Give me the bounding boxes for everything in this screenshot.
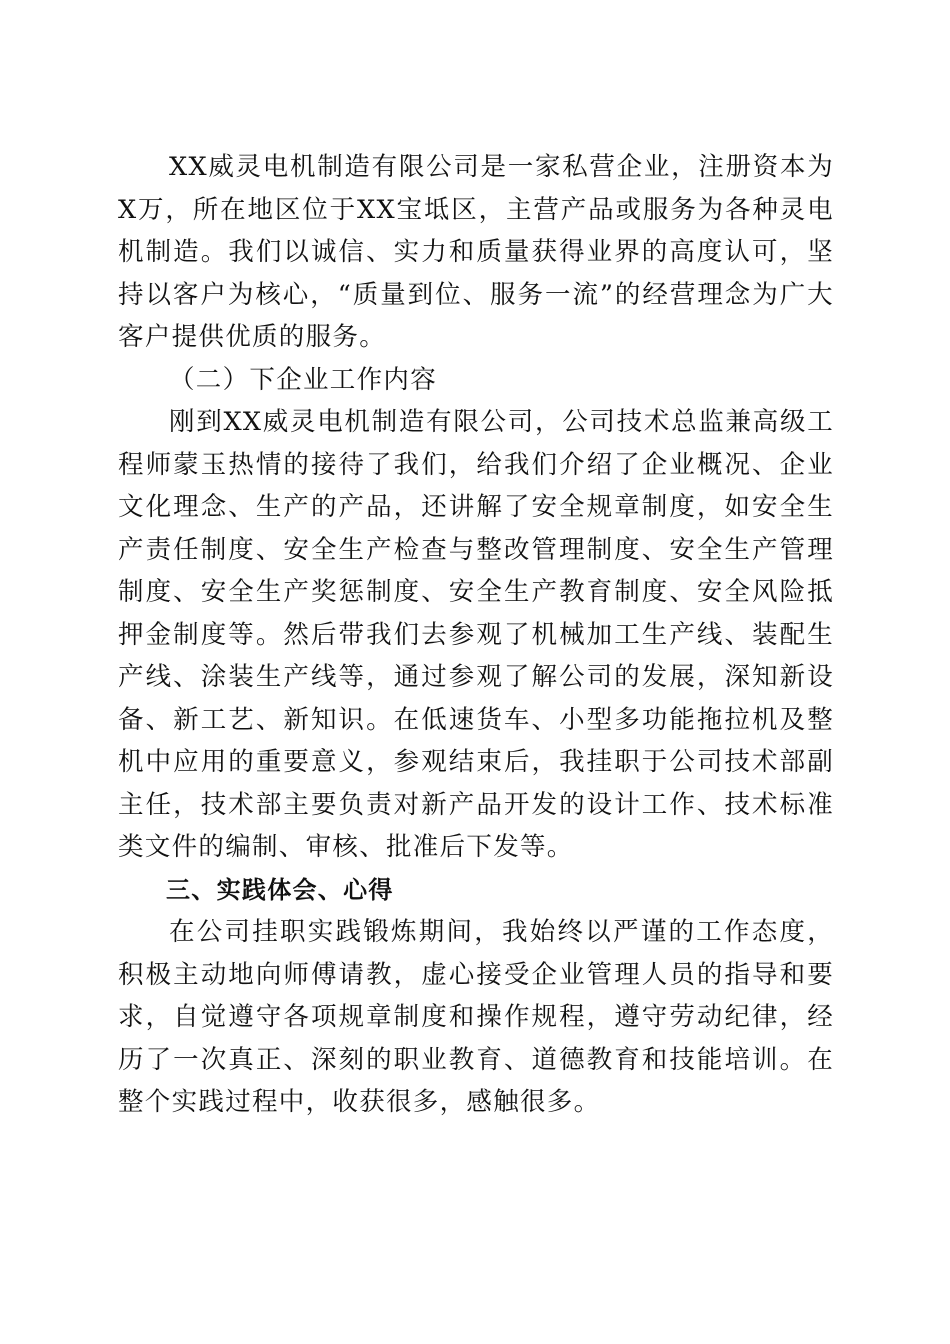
section-heading-practice-experience: 三、实践体会、心得	[166, 875, 394, 904]
section-subheading-work-content: （二）下企业工作内容	[169, 364, 438, 395]
practice-experience-paragraph: 在公司挂职实践锻炼期间，我始终以严谨的工作态度，积极主动地向师傅请教，虚心接受企业管理人员的指导和要求，自觉遵守各项规章制度和操作规程，遵守劳动纪律，经历了一次真正、深刻的职业教育、道德教育和技能培训。在整个实践过程中，收获很多，感触很多。	[118, 917, 834, 1117]
document-body	[118, 146, 834, 1124]
work-content-paragraph: 刚到XX威灵电机制造有限公司，公司技术总监兼高级工程师蒙玉热情的接待了我们，给我们介绍了企业概况、企业文化理念、生产的产品，还讲解了安全规章制度，如安全生产责任制度、安全生产检查与整改管理制度、安全生产管理制度、安全生产奖惩制度、安全生产教育制度、安全风险抵押金制度等。然后带我们去参观了机械加工生产线、装配生产线、涂装生产线等，通过参观了解公司的发展，深知新设备、新工艺、新知识。在低速货车、小型多功能拖拉机及整机中应用的重要意义，参观结束后，我挂职于公司技术部副主任，技术部主要负责对新产品开发的设计工作、技术标准类文件的编制、审核、批准后下发等。	[118, 407, 834, 862]
company-intro-paragraph: XX威灵电机制造有限公司是一家私营企业，注册资本为X万，所在地区位于XX宝坻区，主营产品或服务为各种灵电机制造。我们以诚信、实力和质量获得业界的高度认可，坚持以客户为核心，“质量到位、服务一流”的经营理念为广大客户提供优质的服务。	[118, 152, 834, 352]
